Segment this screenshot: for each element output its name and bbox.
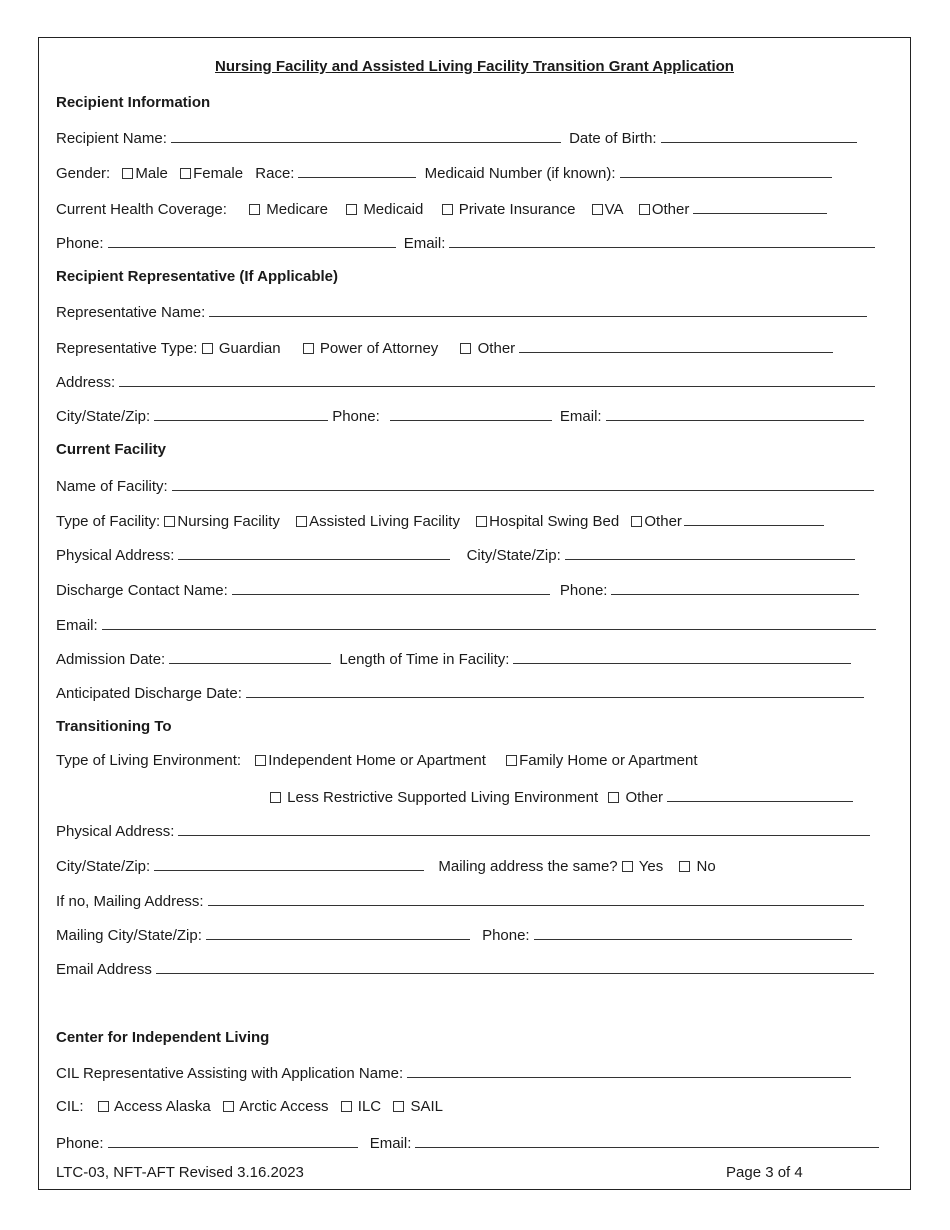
- rep-csz-input[interactable]: [154, 406, 328, 421]
- facility-name-label: Name of Facility:: [56, 478, 168, 495]
- facility-address-label: Physical Address:: [56, 547, 175, 564]
- transition-csz-row: [56, 856, 716, 876]
- rep-address-row: [56, 372, 879, 392]
- mailing-same-label: Mailing address the same?: [438, 858, 618, 875]
- recipient-name-row: [56, 128, 861, 148]
- rep-type-label: Representative Type:: [56, 340, 198, 357]
- arctic-access-label: Arctic Access: [239, 1098, 329, 1115]
- gender-row: [56, 163, 836, 183]
- admission-row: [56, 649, 855, 669]
- facility-name-input[interactable]: [172, 476, 874, 491]
- less-restrictive-label: Less Restrictive Supported Living Environment: [287, 789, 599, 806]
- mailing-csz-row: [56, 925, 856, 945]
- facility-csz-label: City/State/Zip:: [466, 547, 561, 564]
- recipient-phone-label: Phone:: [56, 235, 104, 252]
- va-label: VA: [604, 201, 623, 218]
- anticipated-discharge-label: Anticipated Discharge Date:: [56, 685, 242, 702]
- cil-label: CIL:: [56, 1098, 84, 1115]
- transition-email-row: [56, 959, 878, 979]
- arctic-access-checkbox[interactable]: [223, 1101, 234, 1112]
- independent-home-checkbox[interactable]: [255, 755, 266, 766]
- rep-name-row: [56, 302, 871, 322]
- medicaid-checkbox[interactable]: [346, 204, 357, 215]
- access-alaska-checkbox[interactable]: [98, 1101, 109, 1112]
- cil-heading: Center for Independent Living: [56, 1029, 270, 1046]
- race-label: Race:: [255, 165, 295, 182]
- recipient-heading: Recipient Information: [56, 94, 211, 111]
- facility-type-row: [56, 511, 828, 531]
- facility-email-row: [56, 615, 880, 635]
- facility-other-checkbox[interactable]: [631, 516, 642, 527]
- dob-label: Date of Birth:: [569, 130, 657, 147]
- rep-phone-input[interactable]: [390, 406, 552, 421]
- facility-name-row: [56, 476, 878, 496]
- living-other-checkbox[interactable]: [608, 792, 619, 803]
- sail-checkbox[interactable]: [393, 1101, 404, 1112]
- rep-name-label: Representative Name:: [56, 304, 206, 321]
- rep-address-label: Address:: [56, 374, 116, 391]
- independent-home-label: Independent Home or Apartment: [268, 752, 486, 769]
- recipient-email-label: Email:: [403, 235, 446, 252]
- transition-csz-input[interactable]: [154, 856, 424, 871]
- ilc-label: ILC: [357, 1098, 382, 1115]
- transition-address-input[interactable]: [178, 821, 870, 836]
- facility-heading: Current Facility: [56, 441, 167, 458]
- medicaid-number-input[interactable]: [620, 163, 832, 178]
- transition-phone-input[interactable]: [534, 925, 852, 940]
- medicare-label: Medicare: [266, 201, 328, 218]
- transition-email-input[interactable]: [156, 959, 874, 974]
- anticipated-discharge-row: [56, 683, 868, 703]
- nursing-facility-label: Nursing Facility: [177, 513, 280, 530]
- poa-label: Power of Attorney: [319, 340, 439, 357]
- transition-address-label: Physical Address:: [56, 823, 175, 840]
- medicare-checkbox[interactable]: [249, 204, 260, 215]
- length-of-time-input[interactable]: [513, 649, 851, 664]
- rep-csz-row: [56, 406, 868, 426]
- guardian-checkbox[interactable]: [202, 343, 213, 354]
- living-other-input[interactable]: [667, 787, 853, 802]
- page-number: Page 3 of 4: [726, 1164, 803, 1181]
- cil-contact-row: [56, 1133, 883, 1153]
- private-insurance-checkbox[interactable]: [442, 204, 453, 215]
- cil-select-row: [56, 1098, 443, 1116]
- mailing-same-no-label: No: [696, 858, 716, 875]
- discharge-phone-label: Phone:: [559, 582, 608, 599]
- facility-type-label: Type of Facility:: [56, 513, 161, 530]
- facility-other-label: Other: [644, 513, 682, 530]
- recipient-phone-input[interactable]: [108, 233, 396, 248]
- cil-rep-input[interactable]: [407, 1063, 851, 1078]
- transition-address-row: [56, 821, 874, 841]
- rep-other-checkbox[interactable]: [460, 343, 471, 354]
- facility-address-row: [56, 545, 859, 565]
- facility-email-input[interactable]: [102, 615, 876, 630]
- coverage-other-checkbox[interactable]: [639, 204, 650, 215]
- facility-address-input[interactable]: [178, 545, 450, 560]
- living-env-row-2: [270, 787, 857, 807]
- rep-phone-label: Phone:: [332, 408, 380, 425]
- recipient-name-input[interactable]: [171, 128, 561, 143]
- assisted-living-label: Assisted Living Facility: [309, 513, 460, 530]
- recipient-contact-row: [56, 233, 879, 253]
- nursing-facility-checkbox[interactable]: [164, 516, 175, 527]
- race-input[interactable]: [298, 163, 416, 178]
- cil-rep-label: CIL Representative Assisting with Application Name:: [56, 1065, 404, 1082]
- page-title: Nursing Facility and Assisted Living Facility Transition Grant Application: [215, 58, 734, 75]
- length-of-time-label: Length of Time in Facility:: [339, 651, 510, 668]
- cil-email-input[interactable]: [415, 1133, 879, 1148]
- discharge-contact-input[interactable]: [232, 580, 550, 595]
- recipient-name-label: Recipient Name:: [56, 130, 167, 147]
- family-home-checkbox[interactable]: [506, 755, 517, 766]
- facility-other-input[interactable]: [684, 511, 824, 526]
- rep-email-label: Email:: [559, 408, 602, 425]
- mailing-same-yes-checkbox[interactable]: [622, 861, 633, 872]
- recipient-email-input[interactable]: [449, 233, 875, 248]
- rep-email-input[interactable]: [606, 406, 864, 421]
- coverage-other-input[interactable]: [693, 199, 827, 214]
- cil-email-label: Email:: [369, 1135, 412, 1152]
- family-home-label: Family Home or Apartment: [519, 752, 698, 769]
- form-id: LTC-03, NFT-AFT Revised 3.16.2023: [56, 1164, 304, 1181]
- facility-email-label: Email:: [56, 617, 98, 634]
- cil-phone-input[interactable]: [108, 1133, 358, 1148]
- coverage-row: [56, 199, 831, 219]
- living-other-label: Other: [625, 789, 664, 806]
- hospital-swing-bed-label: Hospital Swing Bed: [489, 513, 620, 530]
- coverage-other-label: Other: [651, 201, 690, 218]
- cil-phone-label: Phone:: [56, 1135, 104, 1152]
- admission-date-input[interactable]: [169, 649, 331, 664]
- living-env-label: Type of Living Environment:: [56, 752, 242, 769]
- va-checkbox[interactable]: [592, 204, 603, 215]
- admission-date-label: Admission Date:: [56, 651, 166, 668]
- hospital-swing-bed-checkbox[interactable]: [476, 516, 487, 527]
- transition-phone-label: Phone:: [482, 927, 530, 944]
- female-label: Female: [193, 165, 244, 182]
- rep-name-input[interactable]: [209, 302, 867, 317]
- transition-heading: Transitioning To: [56, 718, 172, 735]
- less-restrictive-checkbox[interactable]: [270, 792, 281, 803]
- discharge-contact-row: [56, 580, 863, 600]
- private-insurance-label: Private Insurance: [458, 201, 576, 218]
- rep-address-input[interactable]: [119, 372, 875, 387]
- coverage-label: Current Health Coverage:: [56, 201, 227, 218]
- rep-other-input[interactable]: [519, 338, 833, 353]
- sail-label: SAIL: [410, 1098, 444, 1115]
- male-label: Male: [135, 165, 168, 182]
- mailing-same-yes-label: Yes: [638, 858, 664, 875]
- poa-checkbox[interactable]: [303, 343, 314, 354]
- dob-input[interactable]: [661, 128, 857, 143]
- male-checkbox[interactable]: [122, 168, 133, 179]
- transition-email-label: Email Address: [56, 961, 152, 978]
- assisted-living-checkbox[interactable]: [296, 516, 307, 527]
- transition-csz-label: City/State/Zip:: [56, 858, 151, 875]
- female-checkbox[interactable]: [180, 168, 191, 179]
- mailing-address-label: If no, Mailing Address:: [56, 893, 204, 910]
- mailing-csz-input[interactable]: [206, 925, 470, 940]
- cil-rep-row: [56, 1063, 855, 1083]
- mailing-address-input[interactable]: [208, 891, 864, 906]
- mailing-same-no-checkbox[interactable]: [679, 861, 690, 872]
- mailing-csz-label: Mailing City/State/Zip:: [56, 927, 202, 944]
- discharge-phone-input[interactable]: [611, 580, 859, 595]
- anticipated-discharge-input[interactable]: [246, 683, 864, 698]
- rep-type-row: [56, 338, 837, 358]
- rep-csz-label: City/State/Zip:: [56, 408, 151, 425]
- mailing-address-row: [56, 891, 868, 911]
- guardian-label: Guardian: [218, 340, 281, 357]
- gender-label: Gender:: [56, 165, 111, 182]
- medicaid-number-label: Medicaid Number (if known):: [424, 165, 616, 182]
- representative-heading: Recipient Representative (If Applicable): [56, 268, 339, 285]
- access-alaska-label: Access Alaska: [114, 1098, 211, 1115]
- living-env-row: [56, 752, 697, 770]
- facility-csz-input[interactable]: [565, 545, 855, 560]
- rep-other-label: Other: [477, 340, 516, 357]
- discharge-contact-label: Discharge Contact Name:: [56, 582, 228, 599]
- ilc-checkbox[interactable]: [341, 1101, 352, 1112]
- medicaid-label: Medicaid: [363, 201, 424, 218]
